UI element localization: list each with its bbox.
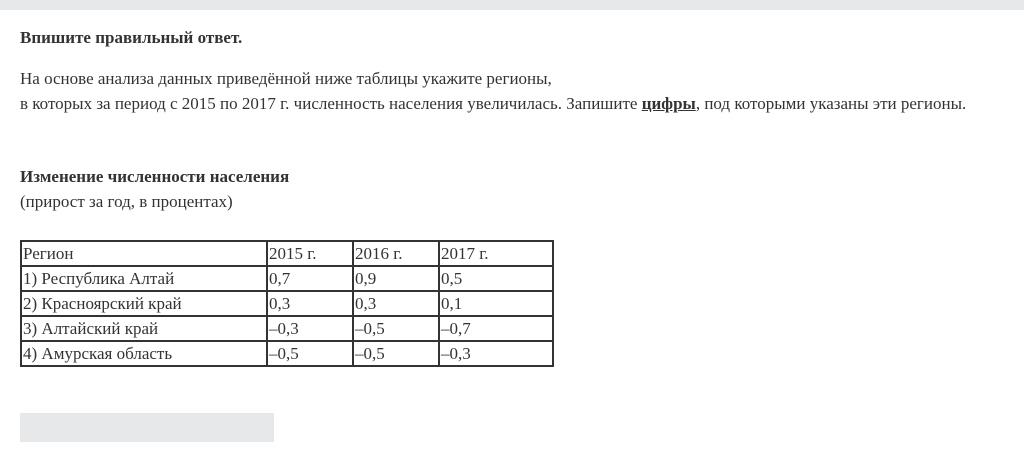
table-row: [21, 341, 553, 366]
table-row: [21, 316, 553, 341]
top-bar: [0, 0, 1024, 10]
region-cell: 3) Алтайский край: [21, 316, 267, 341]
value-cell: 0,9: [353, 266, 439, 291]
task-line-1: На основе анализа данных приведённой ниже таблицы укажите регионы,: [20, 69, 552, 88]
table-header-row: [21, 241, 553, 266]
task-text: [20, 66, 1001, 116]
value-cell: –0,5: [267, 341, 353, 366]
header-region: Регион: [21, 241, 267, 266]
value-cell: 0,5: [439, 266, 553, 291]
task-line-2-end: , под которыми указаны эти регионы.: [695, 94, 967, 113]
task-line-2-start: в которых за период с 2015 по 2017 г. численность населения увеличилась. Запишите: [20, 94, 642, 113]
region-cell: 2) Красноярский край: [21, 291, 267, 316]
task-emphasis: цифры: [641, 94, 696, 113]
table-row: [21, 291, 553, 316]
value-cell: 0,3: [267, 291, 353, 316]
value-cell: 0,7: [267, 266, 353, 291]
value-cell: –0,5: [353, 316, 439, 341]
header-2015: 2015 г.: [267, 241, 353, 266]
region-cell: 1) Республика Алтай: [21, 266, 267, 291]
instruction-text: Впишите правильный ответ.: [20, 28, 243, 47]
region-cell: 4) Амурская область: [21, 341, 267, 366]
table-title: Изменение численности населения: [20, 167, 290, 186]
value-cell: –0,5: [353, 341, 439, 366]
header-2016: 2016 г.: [353, 241, 439, 266]
value-cell: –0,3: [439, 341, 553, 366]
answer-input[interactable]: [20, 413, 274, 442]
value-cell: 0,3: [353, 291, 439, 316]
table-row: [21, 266, 553, 291]
header-2017: 2017 г.: [439, 241, 553, 266]
table-subtitle: (прирост за год, в процентах): [20, 192, 233, 211]
population-table: [20, 240, 554, 367]
value-cell: –0,7: [439, 316, 553, 341]
value-cell: 0,1: [439, 291, 553, 316]
value-cell: –0,3: [267, 316, 353, 341]
